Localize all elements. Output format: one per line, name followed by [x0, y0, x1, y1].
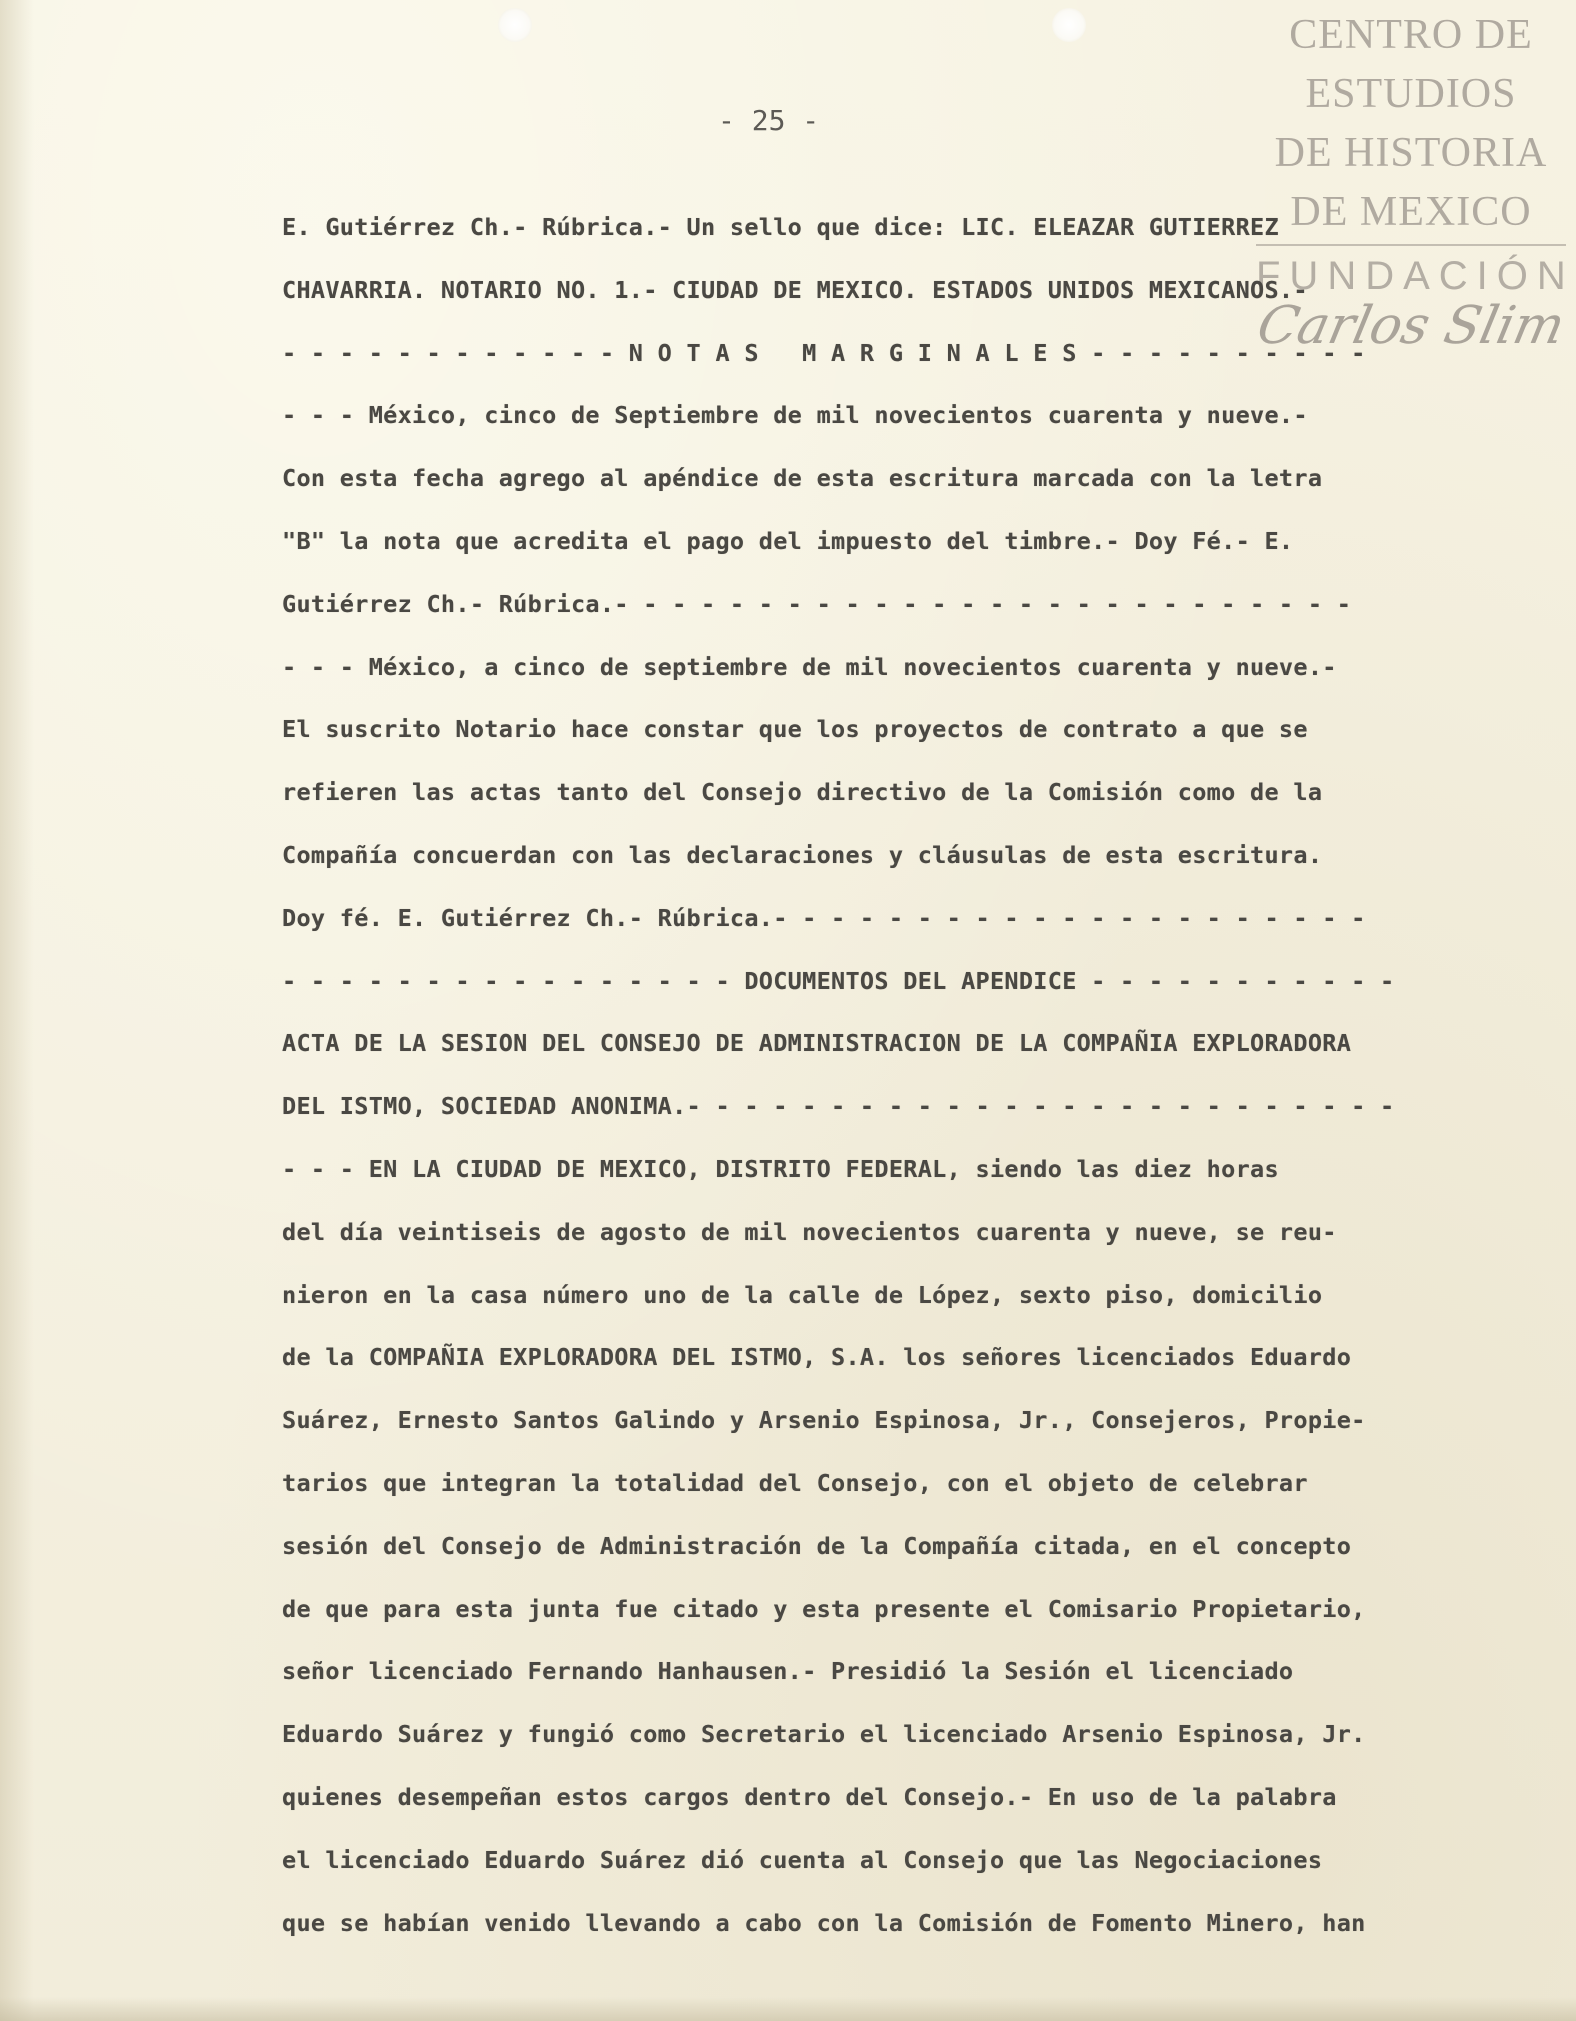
text-line: refieren las actas tanto del Consejo directivo de la Comisión como de la: [282, 778, 1323, 807]
text-line: de que para esta junta fue citado y esta presente el Comisario Propietario,: [282, 1594, 1366, 1623]
text-line: - - - México, cinco de Septiembre de mil novecientos cuarenta y nueve.-: [282, 401, 1308, 430]
text-line: sesión del Consejo de Administración de la Compañía citada, en el concepto: [282, 1531, 1352, 1560]
text-line: Eduardo Suárez y fungió como Secretario el licenciado Arsenio Espinosa, Jr.: [282, 1720, 1366, 1749]
typewritten-body: [282, 196, 1472, 1954]
watermark-signature: Carlos Slim: [1252, 296, 1570, 356]
text-line: que se habían venido llevando a cabo con la Comisión de Fomento Minero, han: [282, 1908, 1366, 1937]
text-line: Con esta fecha agrego al apéndice de esta escritura marcada con la letra: [282, 464, 1323, 493]
text-line: nieron en la casa número uno de la calle de López, sexto piso, domicilio: [282, 1280, 1323, 1309]
text-line: - - - México, a cinco de septiembre de mil novecientos cuarenta y nueve.-: [282, 652, 1337, 681]
text-line: E. Gutiérrez Ch.- Rúbrica.- Un sello que dice: LIC. ELEAZAR GUTIERREZ: [282, 213, 1279, 241]
text-line: tarios que integran la totalidad del Consejo, con el objeto de celebrar: [282, 1468, 1308, 1497]
text-line: "B" la nota que acredita el pago del impuesto del timbre.- Doy Fé.- E.: [282, 526, 1294, 555]
text-line: de la COMPAÑIA EXPLORADORA DEL ISTMO, S.A. los señores licenciados Eduardo: [282, 1343, 1352, 1372]
text-line: Doy fé. E. Gutiérrez Ch.- Rúbrica.- - - - - - - - - - - - - - - - - - - - -: [282, 903, 1366, 932]
text-line: Compañía concuerdan con las declaraciones y cláusulas de esta escritura.: [282, 840, 1323, 869]
watermark-foundation: FUNDACIÓN: [1256, 254, 1575, 298]
text-line: Gutiérrez Ch.- Rúbrica.- - - - - - - - - - - - - - - - - - - - - - - - - -: [282, 589, 1352, 618]
section-heading-notas-marginales: - - - - - - - - - - - - N O T A S M A R G I N A L E S - - - - - - - - - -: [282, 338, 1366, 367]
text-line: ACTA DE LA SESION DEL CONSEJO DE ADMINISTRACION DE LA COMPAÑIA EXPLORADORA: [282, 1029, 1352, 1058]
page-bottom-shadow: [0, 1997, 1576, 2021]
text-line: DEL ISTMO, SOCIEDAD ANONIMA.- - - - - - - - - - - - - - - - - - - - - - - - -: [282, 1092, 1395, 1121]
text-line: CHAVARRIA. NOTARIO NO. 1.- CIUDAD DE MEXICO. ESTADOS UNIDOS MEXICANOS.-: [282, 275, 1308, 304]
text-line: el licenciado Eduardo Suárez dió cuenta al Consejo que las Negociaciones: [282, 1845, 1323, 1874]
text-line: quienes desempeñan estos cargos dentro del Consejo.- En uso de la palabra: [282, 1782, 1337, 1811]
text-line: Suárez, Ernesto Santos Galindo y Arsenio Espinosa, Jr., Consejeros, Propie-: [282, 1406, 1366, 1435]
section-heading-documentos-del-apendice: - - - - - - - - - - - - - - - - DOCUMENTOS DEL APENDICE - - - - - - - - - - -: [282, 966, 1395, 995]
text-line: El suscrito Notario hace constar que los proyectos de contrato a que se: [282, 715, 1308, 744]
page-number: - 25 -: [718, 104, 820, 137]
text-line: del día veintiseis de agosto de mil novecientos cuarenta y nueve, se reu-: [282, 1217, 1337, 1246]
watermark-line-3: DE HISTORIA: [1274, 130, 1548, 176]
page-edge-shadow: [0, 0, 34, 2021]
text-line: señor licenciado Fernando Hanhausen.- Presidió la Sesión el licenciado: [282, 1657, 1294, 1686]
watermark-line-2: ESTUDIOS: [1305, 71, 1517, 117]
watermark-line-1: CENTRO DE: [1289, 12, 1533, 58]
watermark-line-4: DE MEXICO: [1290, 189, 1532, 235]
text-line: - - - EN LA CIUDAD DE MEXICO, DISTRITO FEDERAL, siendo las diez horas: [282, 1154, 1279, 1183]
punch-hole-left: [498, 8, 532, 42]
punch-hole-right: [1052, 8, 1086, 42]
